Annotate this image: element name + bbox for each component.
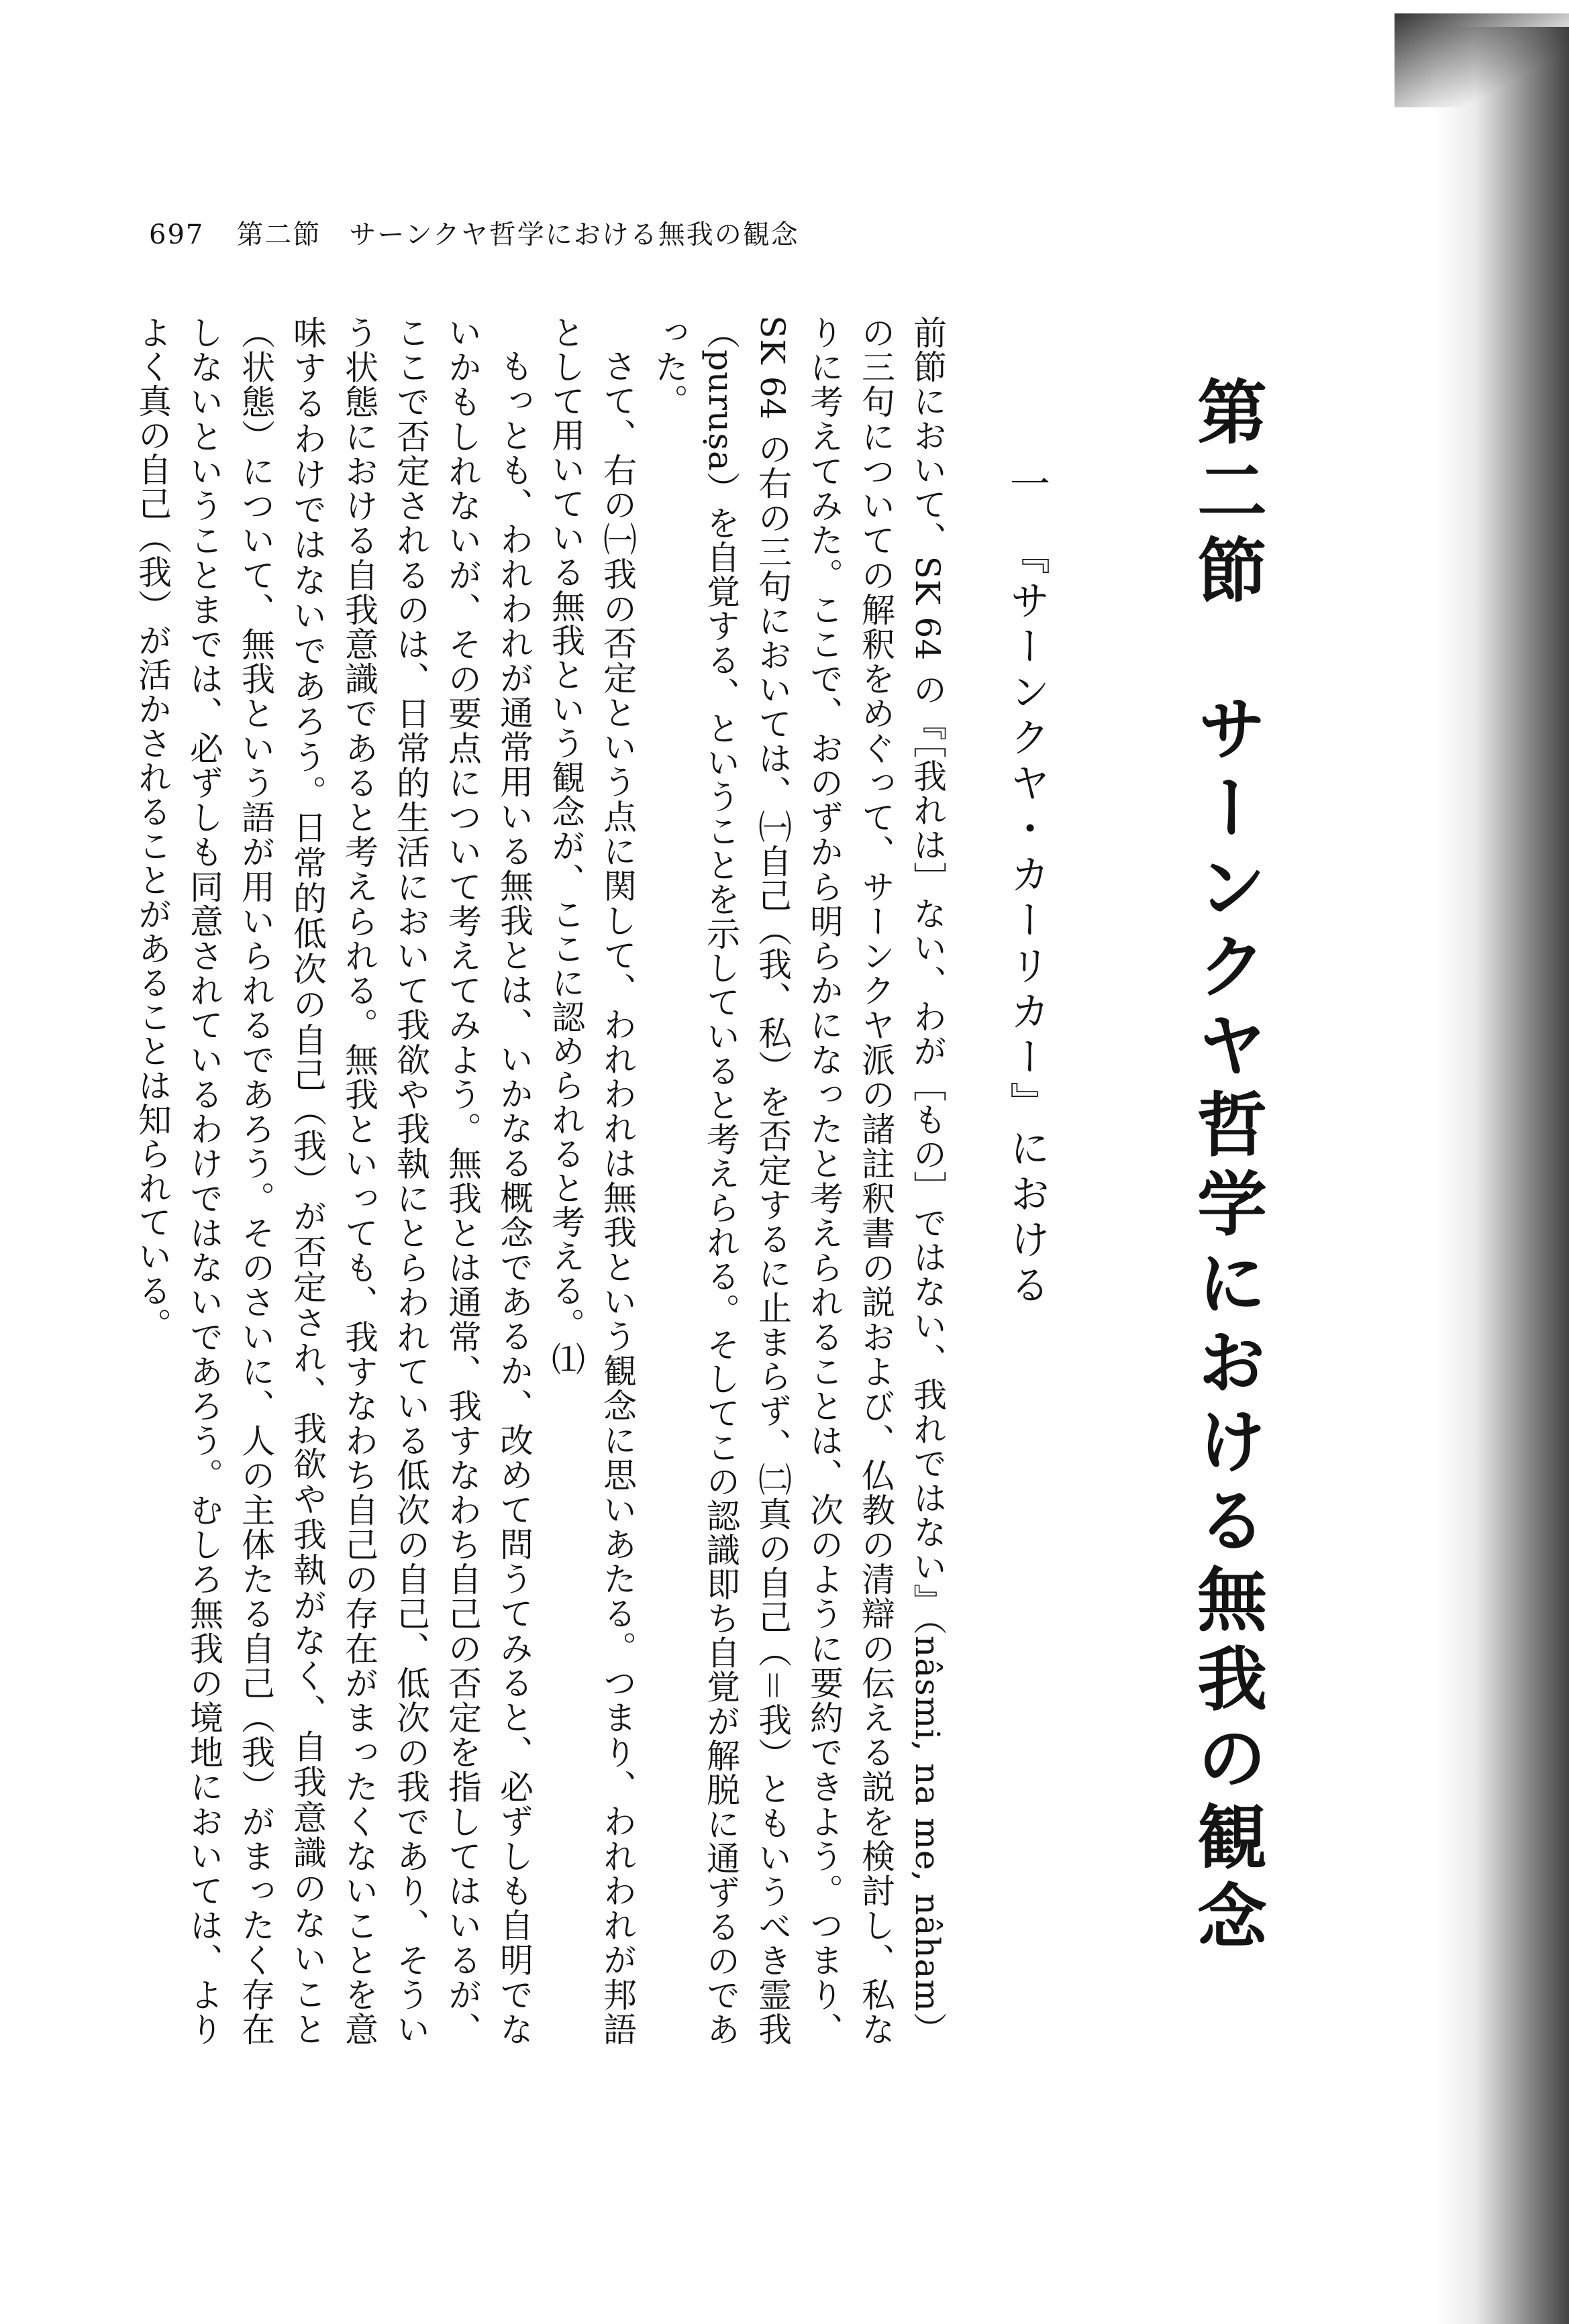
page-edge-shadow bbox=[1435, 27, 1569, 2324]
subsection-title: 一 『サーンクヤ・カーリカー』における bbox=[1003, 463, 1050, 1310]
body-text bbox=[121, 315, 953, 2046]
page-corner-shadow bbox=[1395, 13, 1569, 107]
paragraph: さて、右の㈠我の否定という点に関して、われわれは無我という観念に思いあたる。つまり、われわれが邦語として用いている無我という観念が、ここに認められると考える。⑴ bbox=[546, 315, 637, 2046]
page-number: 697 bbox=[149, 219, 205, 250]
running-title: 第二節 サーンクヤ哲学における無我の観念 bbox=[236, 219, 799, 250]
section-title: 第二節 サーンクヤ哲学における無我の観念 bbox=[1185, 376, 1268, 1959]
paragraph: もっとも、われわれが通常用いる無我とは、いかなる概念であるか、改めて問うてみると、必ずしも自明でないかもしれないが、その要点について考えてみよう。無我とは通常、我すなわち自己の否定を指してはいるが、ここで否定されるのは、日常的生活において我欲や我執にとらわれている低次の自己、低次の我であり、そういう状態における自我意識であると考えられる。無我といっても、我すなわち自己の存在がまったくないことを意味するわけではないであろう。日常的低次の自己（我）が否定され、我欲や我執がなく、自我意識のないこと（状態）について、無我という語が用いられるであろう。そのさいに、人の主体たる自己（我）がまったく存在しないということまでは、必ずしも同意されているわけではないであろう。むしろ無我の境地においては、よりよく真の自己（我）が活かされることがあることは知られている。 bbox=[133, 315, 534, 2046]
running-header bbox=[149, 213, 799, 252]
paragraph: 前節において、SK 64 の『［我れは］ない、わが［もの］ではない、我れではない』（nâsmi, na me, nâham）の三句についての解釈をめぐって、サーンクヤ派の諸註釈書の説および、仏教の清辯の伝える説を検討し、私なりに考えてみた。ここで、おのずから明らかになったと考えられることは、次のように要約できよう。つまり、SK 64 の右の三句においては、㈠自己（我、私）を否定するに止まらず、㈡真の自己（＝我）ともいうべき霊我（puruṣa）を自覚する、ということを示していると考えられる。そしてこの認識即ち自覚が解脱に通ずるのであった。 bbox=[650, 315, 947, 2046]
